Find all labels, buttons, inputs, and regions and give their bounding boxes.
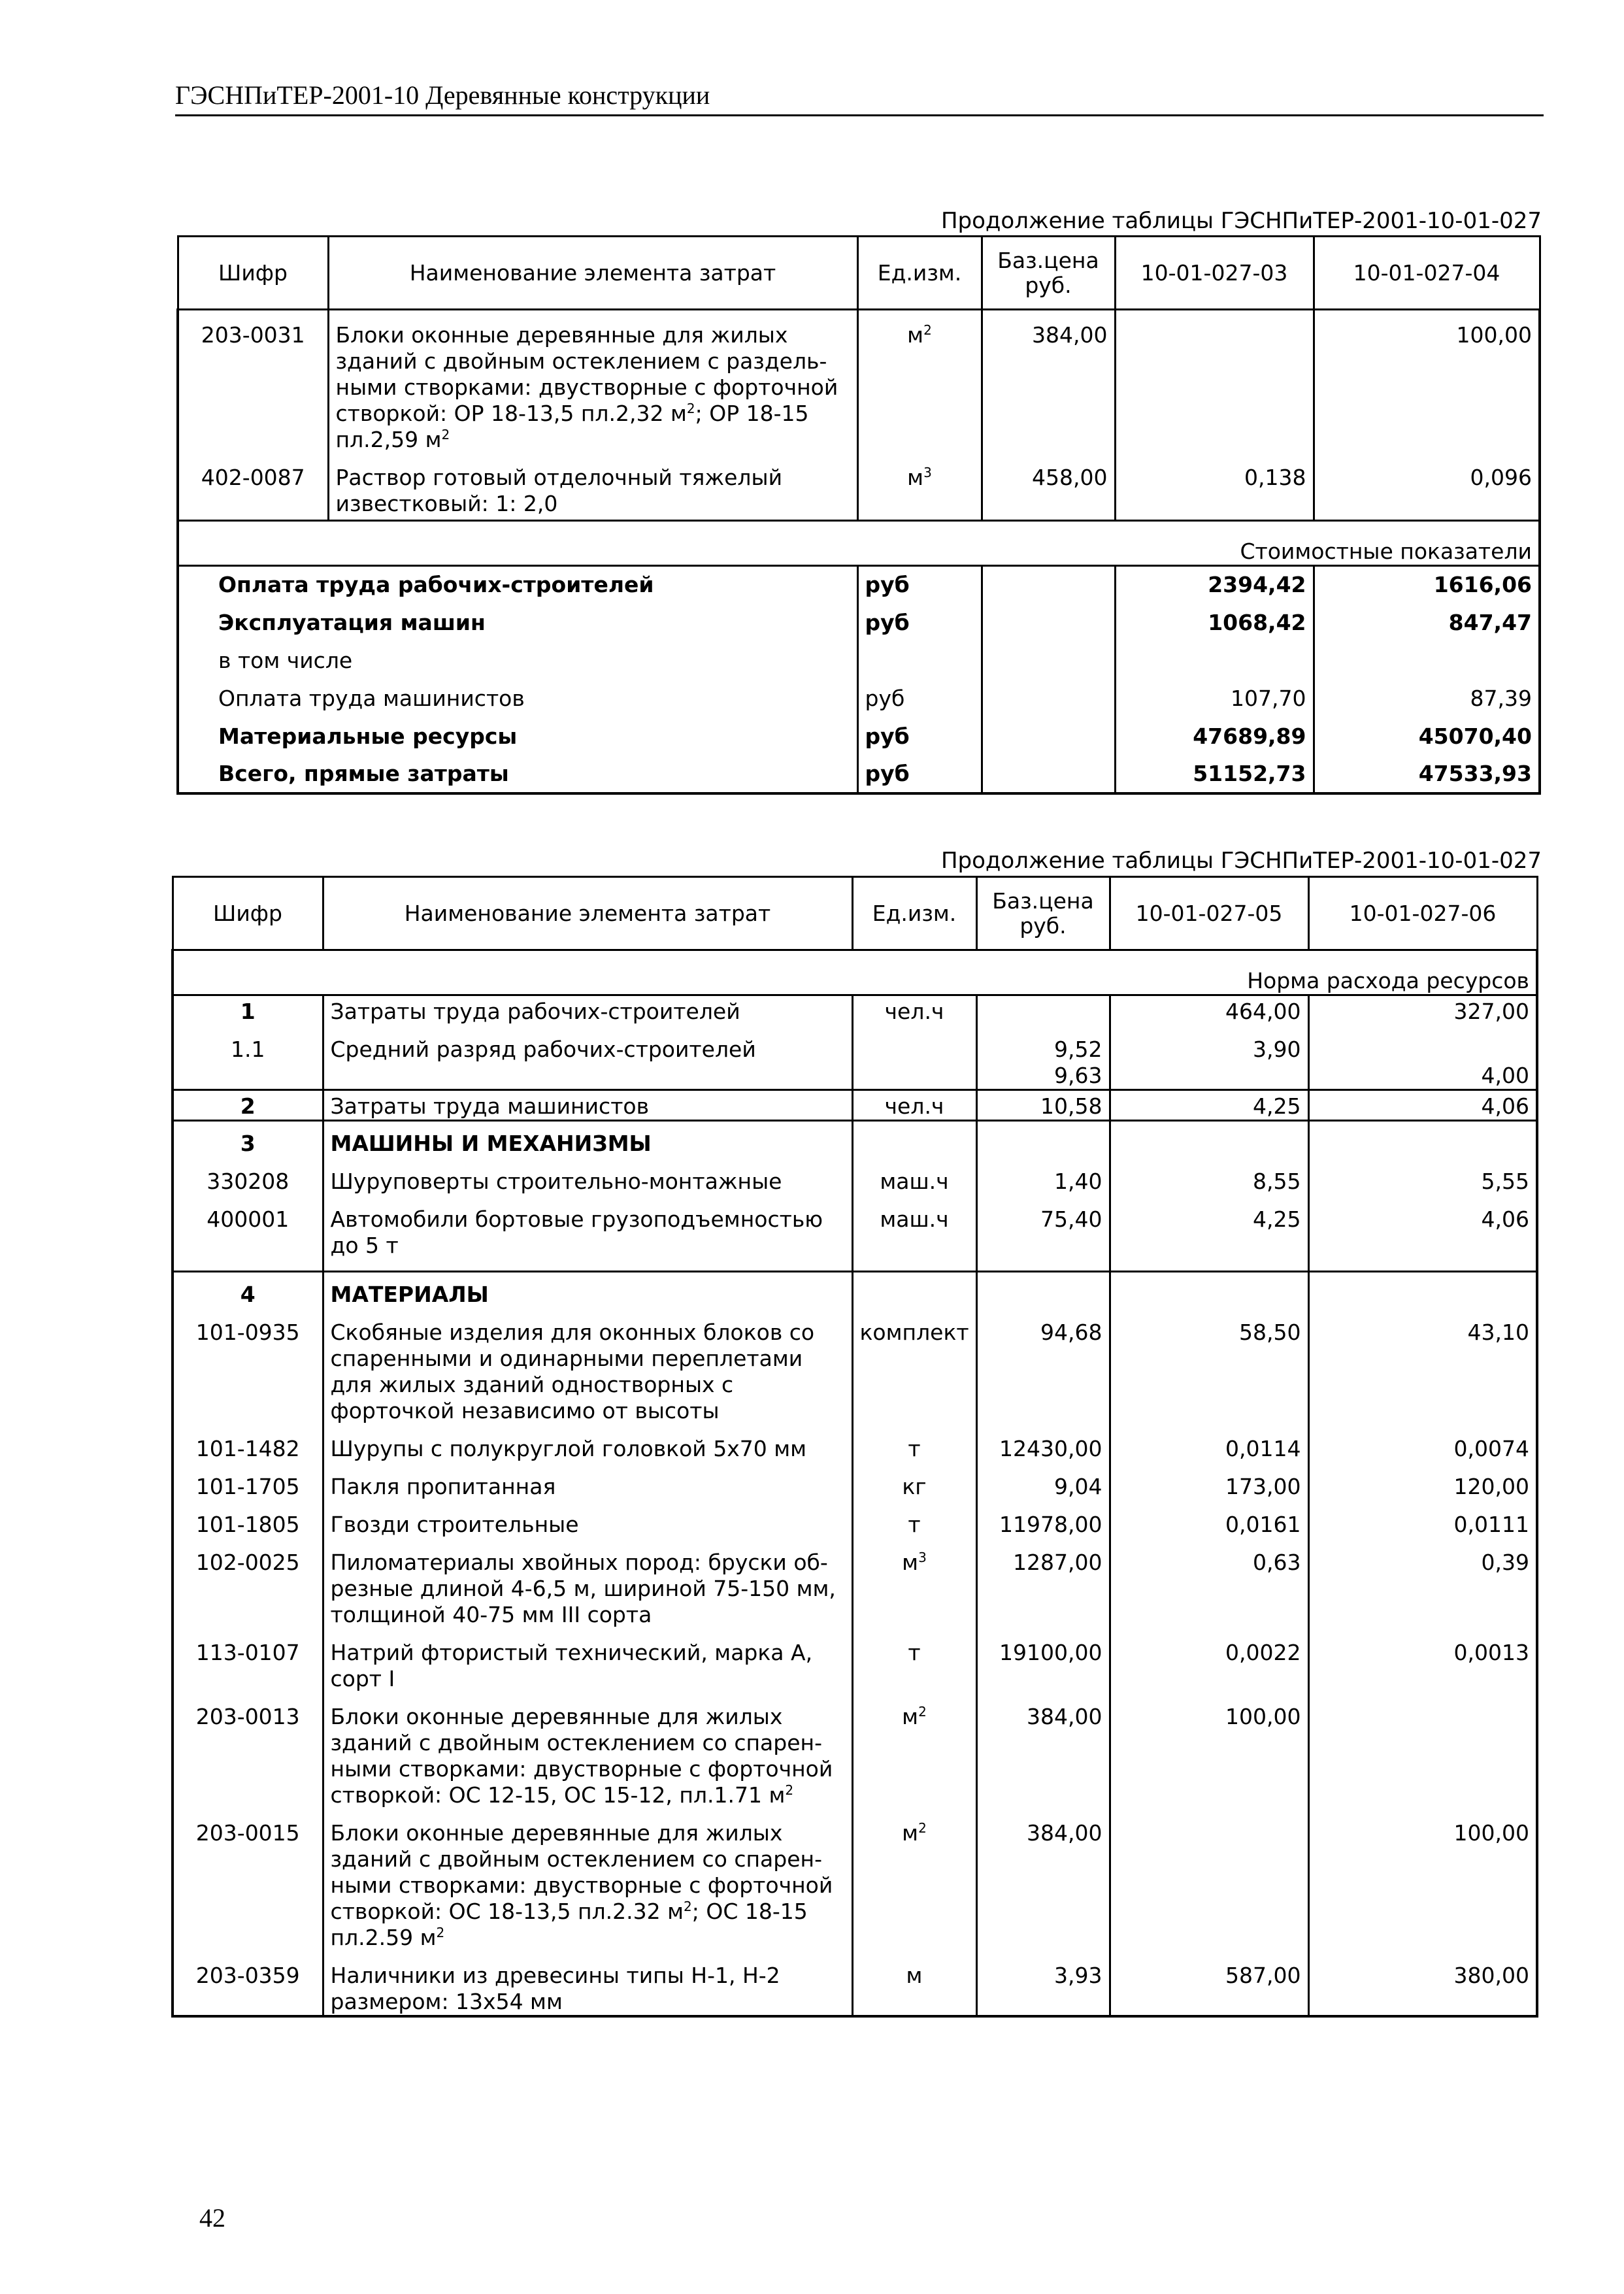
col-v1: 10-01-027-05 — [1110, 877, 1308, 950]
row-value-1: 0,0022 — [1110, 1628, 1308, 1692]
row-unit: м — [852, 1951, 976, 2016]
cost-table-2 — [171, 876, 1538, 2018]
col-price: Баз.цена руб. — [976, 877, 1110, 950]
row-name: Шуруповерты строительно-монтажные — [323, 1157, 852, 1195]
row-value-2: 4,00 — [1308, 1063, 1537, 1090]
row-unit: т — [852, 1628, 976, 1692]
row-price: 3,93 — [976, 1951, 1110, 2016]
summary-name: Всего, прямые затраты — [178, 756, 857, 793]
row-price: 75,40 — [976, 1195, 1110, 1272]
row-value-2: 380,00 — [1308, 1951, 1537, 2016]
row-name: Раствор готовый отделочный тяжелый известковый: 1: 2,0 — [328, 453, 857, 521]
row-price: 12430,00 — [976, 1424, 1110, 1462]
summary-name: Оплата труда рабочих-строителей — [178, 566, 857, 604]
summary-row — [178, 718, 1540, 756]
row-name: Пакля пропитанная — [323, 1462, 852, 1500]
summary-unit: руб — [857, 566, 982, 604]
row-code: 4 — [173, 1272, 323, 1308]
summary-price — [982, 566, 1115, 604]
table-row — [173, 1538, 1537, 1628]
row-name: Блоки оконные деревянные для жилых зданий с двойным остеклением с раздель-ными створками: двустворные с форточной створкой: ОР 18-13,5 пл.2,32 $м^2$; ОР 18-15 пл.2,59 $м^2$ — [328, 310, 857, 454]
table-row — [173, 1157, 1537, 1195]
row-code: 101-1705 — [173, 1462, 323, 1500]
col-code: Шифр — [178, 237, 328, 310]
row-value-2: 100,00 — [1314, 310, 1540, 454]
row-code: 2 — [173, 1090, 323, 1121]
row-value-1: 464,00 — [1110, 995, 1308, 1025]
row-name: Скобяные изделия для оконных блоков со спаренными и одинарными переплетами для жилых зданий одностворных с форточкой независимо от высоты — [323, 1308, 852, 1424]
row-value-1: 4,25 — [1110, 1195, 1308, 1272]
row-value-1: 100,00 — [1110, 1692, 1308, 1808]
row-name — [323, 1063, 852, 1090]
summary-value-2: 45070,40 — [1314, 718, 1540, 756]
row-name: Блоки оконные деревянные для жилых зданий с двойным остеклением со спарен-ными створками: двустворные с форточной створкой: ОС 12-15, ОС 15-12, пл.1.71 $м^2$ — [323, 1692, 852, 1808]
row-name: Автомобили бортовые грузоподъемностью до 5 т — [323, 1195, 852, 1272]
row-value-2: 0,39 — [1308, 1538, 1537, 1628]
row-name: Шурупы с полукруглой головкой 5x70 мм — [323, 1424, 852, 1462]
running-header: ГЭСНПиТЕР-2001-10 Деревянные конструкции — [175, 80, 1544, 116]
summary-value-2: 847,47 — [1314, 604, 1540, 642]
row-unit: $м^2$ — [852, 1808, 976, 1951]
row-value-1 — [1110, 1121, 1308, 1157]
row-value-1: 587,00 — [1110, 1951, 1308, 2016]
row-price: 9,04 — [976, 1462, 1110, 1500]
row-price: 11978,00 — [976, 1500, 1110, 1538]
row-unit: $м^3$ — [852, 1538, 976, 1628]
summary-price — [982, 756, 1115, 793]
table-row — [178, 310, 1540, 454]
summary-value-1: 1068,42 — [1115, 604, 1314, 642]
row-value-1: 58,50 — [1110, 1308, 1308, 1424]
summary-row — [178, 642, 1540, 680]
row-name: Наличники из древесины типы Н-1, Н-2 размером: 13x54 мм — [323, 1951, 852, 2016]
summary-value-2: 1616,06 — [1314, 566, 1540, 604]
summary-value-2: 87,39 — [1314, 680, 1540, 718]
row-value-1: 3,90 — [1110, 1025, 1308, 1063]
row-name: Пиломатериалы хвойных пород: бруски об-резные длиной 4-6,5 м, шириной 75-150 мм, толщиной 40-75 мм III сорта — [323, 1538, 852, 1628]
row-value-2: 43,10 — [1308, 1308, 1537, 1424]
row-value-1: 8,55 — [1110, 1157, 1308, 1195]
summary-value-1: 2394,42 — [1115, 566, 1314, 604]
table-row — [173, 1272, 1537, 1308]
summary-row — [178, 680, 1540, 718]
row-price — [976, 1272, 1110, 1308]
row-code: 1.1 — [173, 1025, 323, 1063]
row-unit: $м^3$ — [857, 453, 982, 521]
row-value-2 — [1308, 1121, 1537, 1157]
table-row — [173, 1121, 1537, 1157]
col-price: Баз.цена руб. — [982, 237, 1115, 310]
table-row — [173, 1090, 1537, 1121]
row-name: Средний разряд рабочих-строителей — [323, 1025, 852, 1063]
row-value-1 — [1110, 1808, 1308, 1951]
table-row — [173, 1308, 1537, 1424]
row-code: 203-0359 — [173, 1951, 323, 2016]
row-value-1 — [1110, 1063, 1308, 1090]
row-value-2: 0,096 — [1314, 453, 1540, 521]
row-price: 384,00 — [976, 1692, 1110, 1808]
row-unit: кг — [852, 1462, 976, 1500]
row-unit — [852, 1272, 976, 1308]
row-price: 384,00 — [976, 1808, 1110, 1951]
summary-unit — [857, 642, 982, 680]
row-price: 1287,00 — [976, 1538, 1110, 1628]
summary-price — [982, 718, 1115, 756]
row-unit: $м^2$ — [852, 1692, 976, 1808]
row-code: 402-0087 — [178, 453, 328, 521]
row-code: 102-0025 — [173, 1538, 323, 1628]
row-value-2: 0,0013 — [1308, 1628, 1537, 1692]
row-unit: маш.ч — [852, 1195, 976, 1272]
row-unit: $м^2$ — [857, 310, 982, 454]
row-unit: комплект — [852, 1308, 976, 1424]
row-code: 330208 — [173, 1157, 323, 1195]
table-row — [173, 1808, 1537, 1951]
row-name: Блоки оконные деревянные для жилых зданий с двойным остеклением со спарен-ными створками: двустворные с форточной створкой: ОС 18-13,5 пл.2.32 $м^2$; ОС 18-15 пл.2.59 $м^2$ — [323, 1808, 852, 1951]
summary-name: Эксплуатация машин — [178, 604, 857, 642]
row-value-2: 4,06 — [1308, 1195, 1537, 1272]
row-unit: чел.ч — [852, 995, 976, 1025]
row-value-2 — [1308, 1025, 1537, 1063]
row-price — [976, 1121, 1110, 1157]
row-value-2: 4,06 — [1308, 1090, 1537, 1121]
row-unit — [852, 1025, 976, 1063]
table-row — [173, 1025, 1537, 1063]
row-price: 9,52 — [976, 1025, 1110, 1063]
row-name: Натрий фтористый технический, марка А, сорт I — [323, 1628, 852, 1692]
table-row — [173, 1951, 1537, 2016]
row-unit — [852, 1121, 976, 1157]
row-value-2: 0,0111 — [1308, 1500, 1537, 1538]
row-code: 3 — [173, 1121, 323, 1157]
summary-row — [178, 756, 1540, 793]
table-row — [173, 1692, 1537, 1808]
row-price: 458,00 — [982, 453, 1115, 521]
row-code: 1 — [173, 995, 323, 1025]
row-value-1: 0,0114 — [1110, 1424, 1308, 1462]
row-name: МАТЕРИАЛЫ — [323, 1272, 852, 1308]
row-unit: т — [852, 1424, 976, 1462]
table-row — [173, 1628, 1537, 1692]
table1-caption: Продолжение таблицы ГЭСНПиТЕР-2001-10-01-027 — [940, 208, 1542, 234]
row-code: 101-1805 — [173, 1500, 323, 1538]
table1-header-row — [178, 237, 1540, 310]
row-name: Затраты труда рабочих-строителей — [323, 995, 852, 1025]
row-code: 113-0107 — [173, 1628, 323, 1692]
col-code: Шифр — [173, 877, 323, 950]
row-code: 400001 — [173, 1195, 323, 1272]
summary-price — [982, 642, 1115, 680]
summary-value-2: 47533,93 — [1314, 756, 1540, 793]
row-price: 1,40 — [976, 1157, 1110, 1195]
col-v1: 10-01-027-03 — [1115, 237, 1314, 310]
row-code: 203-0015 — [173, 1808, 323, 1951]
col-unit: Ед.изм. — [857, 237, 982, 310]
table-row — [173, 1063, 1537, 1090]
row-value-1 — [1115, 310, 1314, 454]
col-v2: 10-01-027-04 — [1314, 237, 1540, 310]
row-code: 101-0935 — [173, 1308, 323, 1424]
table1-section-label-row — [178, 521, 1540, 566]
summary-unit: руб — [857, 756, 982, 793]
summary-value-2 — [1314, 642, 1540, 680]
table2-header-row — [173, 877, 1537, 950]
col-name: Наименование элемента затрат — [323, 877, 852, 950]
row-name: МАШИНЫ И МЕХАНИЗМЫ — [323, 1121, 852, 1157]
page-number: 42 — [199, 2203, 225, 2233]
summary-unit: руб — [857, 680, 982, 718]
table2-caption: Продолжение таблицы ГЭСНПиТЕР-2001-10-01-027 — [940, 848, 1542, 874]
row-name: Затраты труда машинистов — [323, 1090, 852, 1121]
summary-price — [982, 680, 1115, 718]
row-value-1: 0,0161 — [1110, 1500, 1308, 1538]
row-name: Гвозди строительные — [323, 1500, 852, 1538]
col-name: Наименование элемента затрат — [328, 237, 857, 310]
summary-row — [178, 566, 1540, 604]
row-unit: чел.ч — [852, 1090, 976, 1121]
row-price: 384,00 — [982, 310, 1115, 454]
row-value-1 — [1110, 1272, 1308, 1308]
summary-value-1: 107,70 — [1115, 680, 1314, 718]
row-value-1: 0,138 — [1115, 453, 1314, 521]
summary-unit: руб — [857, 718, 982, 756]
summary-value-1: 51152,73 — [1115, 756, 1314, 793]
col-unit: Ед.изм. — [852, 877, 976, 950]
cost-table-1 — [176, 235, 1541, 795]
row-code: 203-0013 — [173, 1692, 323, 1808]
row-value-2 — [1308, 1692, 1537, 1808]
row-value-2: 0,0074 — [1308, 1424, 1537, 1462]
row-unit — [852, 1063, 976, 1090]
table2-section-label-row — [173, 950, 1537, 995]
row-code: 203-0031 — [178, 310, 328, 454]
table-row — [173, 1424, 1537, 1462]
row-price: 9,63 — [976, 1063, 1110, 1090]
table-row — [173, 995, 1537, 1025]
summary-value-1: 47689,89 — [1115, 718, 1314, 756]
row-value-2: 5,55 — [1308, 1157, 1537, 1195]
table1-section-label: Стоимостные показатели — [178, 521, 1540, 566]
row-value-2 — [1308, 1272, 1537, 1308]
row-value-2: 120,00 — [1308, 1462, 1537, 1500]
row-unit: маш.ч — [852, 1157, 976, 1195]
row-price: 94,68 — [976, 1308, 1110, 1424]
col-v2: 10-01-027-06 — [1308, 877, 1537, 950]
table-row — [178, 453, 1540, 521]
summary-value-1 — [1115, 642, 1314, 680]
row-value-1: 4,25 — [1110, 1090, 1308, 1121]
row-price: 19100,00 — [976, 1628, 1110, 1692]
summary-unit: руб — [857, 604, 982, 642]
table-row — [173, 1195, 1537, 1272]
row-price: 10,58 — [976, 1090, 1110, 1121]
table-row — [173, 1462, 1537, 1500]
row-unit: т — [852, 1500, 976, 1538]
row-value-1: 0,63 — [1110, 1538, 1308, 1628]
table-row — [173, 1500, 1537, 1538]
summary-name: в том числе — [178, 642, 857, 680]
summary-name: Оплата труда машинистов — [178, 680, 857, 718]
row-value-2: 327,00 — [1308, 995, 1537, 1025]
summary-price — [982, 604, 1115, 642]
row-value-2: 100,00 — [1308, 1808, 1537, 1951]
row-price — [976, 995, 1110, 1025]
row-value-1: 173,00 — [1110, 1462, 1308, 1500]
row-code: 101-1482 — [173, 1424, 323, 1462]
summary-name: Материальные ресурсы — [178, 718, 857, 756]
summary-row — [178, 604, 1540, 642]
table2-section-label: Норма расхода ресурсов — [173, 950, 1537, 995]
row-code — [173, 1063, 323, 1090]
